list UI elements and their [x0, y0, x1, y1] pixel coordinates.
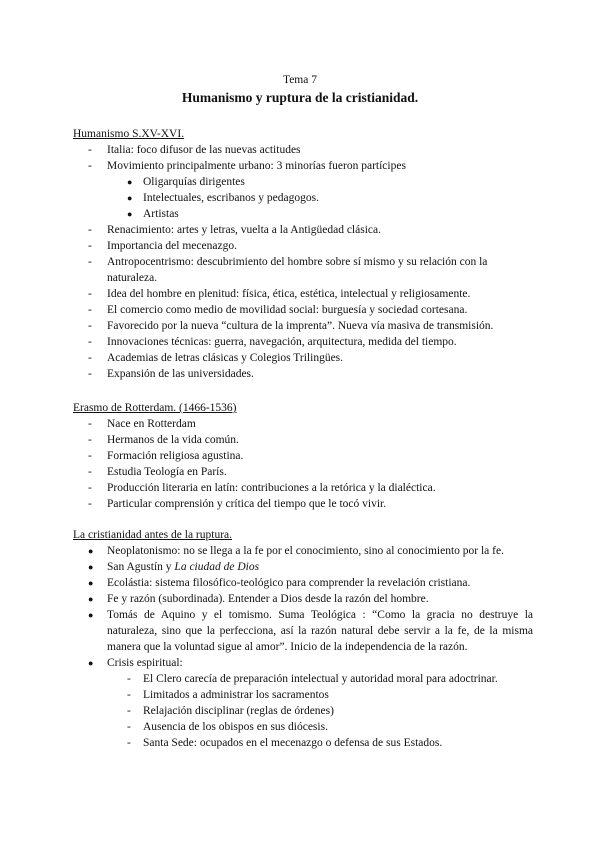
list-item: - Favorecido por la nueva “cultura de la imprenta”. Nueva vía masiva de transmisión. — [88, 320, 494, 332]
list-item: - Estudia Teología en París. — [88, 466, 227, 478]
list-item: - El Clero carecía de preparación intelectual y autoridad moral para adoctrinar. — [127, 673, 498, 685]
list-item: ● Intelectuales, escribanos y pedagogos. — [127, 192, 319, 204]
section-cristianidad — [73, 527, 533, 751]
list-item: - Nace en Rotterdam — [88, 418, 196, 430]
work-title: La ciudad de Dios — [174, 561, 260, 573]
list-item: - Santa Sede: ocupados en el mecenazgo o defensa de sus Estados. — [127, 737, 443, 749]
list-item: - Relajación disciplinar (reglas de órdenes) — [127, 705, 334, 717]
list-item: - Hermanos de la vida común. — [88, 434, 239, 446]
list-item: - Movimiento principalmente urbano: 3 minorías fueron partícipes — [88, 160, 406, 172]
list-item: ● Fe y razón (subordinada). Entender a Dios desde la razón del hombre. — [88, 593, 429, 605]
document-title: Humanismo y ruptura de la cristianidad. — [181, 90, 419, 105]
heading-erasmo: Erasmo de Rotterdam. (1466-1536) — [73, 402, 237, 414]
list-item: - Academias de letras clásicas y Colegios Trilingües. — [88, 352, 344, 364]
list-humanismo-cont — [73, 222, 533, 382]
list-item: - Expansión de las universidades. — [88, 368, 254, 380]
list-item: ● Tomás de Aquino y el tomismo. Suma Teológica : “Como la gracia no destruye la naturaleza, sino que la perfecciona, así la razón natural debe servir a la fe, de la misma manera que la voluntad sigue al amor”. Inicio de la independencia de la razón. — [88, 609, 533, 653]
list-item: - Innovaciones técnicas: guerra, navegación, arquitectura, medida del tiempo. — [88, 336, 457, 348]
list-item: - Ausencia de los obispos en sus diócesis. — [127, 721, 328, 733]
list-minorias — [73, 174, 533, 222]
list-cristianidad — [73, 543, 533, 671]
list-item: - Importancia del mecenazgo. — [88, 240, 237, 252]
list-item: ● Oligarquías dirigentes — [127, 176, 245, 188]
list-item: - Idea del hombre en plenitud: física, ética, estética, intelectual y religiosamente. — [88, 288, 471, 300]
list-item: - El comercio como medio de movilidad social: burguesía y sociedad cortesana. — [88, 304, 468, 316]
list-item: - Particular comprensión y crítica del tiempo que le tocó vivir. — [88, 498, 387, 510]
list-item: ● Ecolástia: sistema filosófico-teológico para comprender la revelación cristiana. — [88, 577, 471, 589]
list-item: ● Neoplatonismo: no se llega a la fe por el conocimiento, sino al conocimiento por la fe. — [88, 545, 504, 557]
list-item: - Formación religiosa agustina. — [88, 450, 244, 462]
list-item: - Antropocentrismo: descubrimiento del hombre sobre sí mismo y su relación con la naturaleza. — [88, 256, 488, 284]
section-humanismo — [73, 126, 533, 382]
list-item: ● Crisis espiritual: — [88, 657, 183, 669]
list-item: - Italia: foco difusor de las nuevas actitudes — [88, 144, 301, 156]
section-erasmo — [73, 400, 533, 512]
list-item: ● Artistas — [127, 208, 179, 220]
list-humanismo — [73, 142, 533, 174]
list-erasmo — [73, 416, 533, 512]
list-crisis — [73, 671, 533, 751]
list-item: - Limitados a administrar los sacramentos — [127, 689, 329, 701]
heading-cristianidad: La cristianidad antes de la ruptura. — [73, 529, 233, 541]
list-item: ● San Agustín y La ciudad de Dios — [88, 561, 260, 573]
topic-label: Tema 7 — [282, 74, 317, 86]
heading-humanismo: Humanismo S.XV-XVI. — [73, 128, 185, 140]
list-item: - Producción literaria en latín: contribuciones a la retórica y la dialéctica. — [88, 482, 436, 494]
list-item: - Renacimiento: artes y letras, vuelta a la Antigüedad clásica. — [88, 224, 381, 236]
